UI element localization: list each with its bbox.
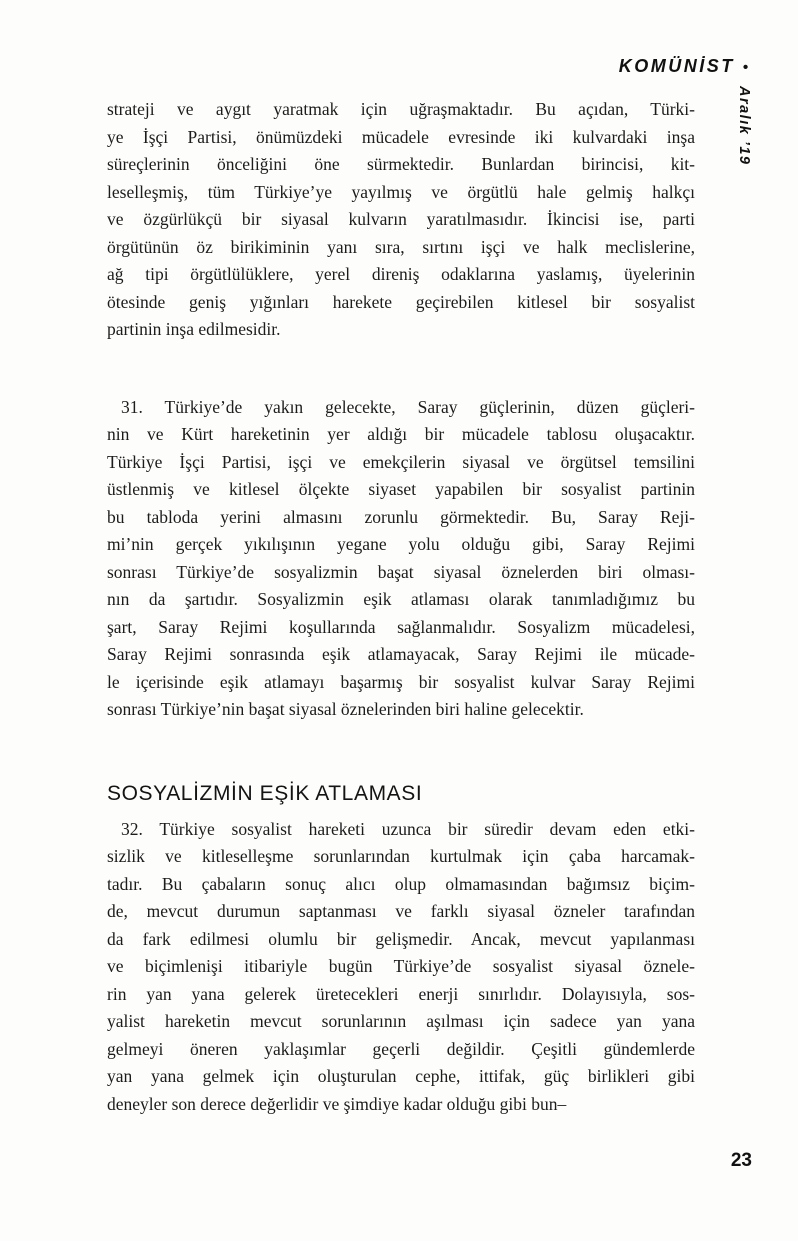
- paragraph-continuation: strateji ve aygıt yaratmak için uğraşmaktadır. Bu açıdan, Türki- ye İşçi Partisi, önümüzdeki mücadele evresinde iki kulvardaki inşa süreçlerinin önceliğini öne sürmektedir. Bunlardan birincisi, kit- leselleşmiş, tüm Türkiye’ye yayılmış ve örgütlü hale gelmiş halkçı ve özgürlükçü bir siyasal kulvarın yaratılmasıdır. İkincisi ise, parti örgütünün öz birikiminin yanı sıra, sırtını işçi ve halk meclislerine, ağ tipi örgütlülüklere, yerel direniş odaklarına yaslamış, üyelerinin ötesinde geniş yığınları harekete geçirebilen kitlesel bir sosyalist partinin inşa edilmesidir.: [107, 99, 695, 339]
- body-text-column: [107, 96, 695, 1118]
- paragraph-31: 31. Türkiye’de yakın gelecekte, Saray güçlerinin, düzen güçleri- nin ve Kürt hareketinin yer aldığı bir mücadele tablosu oluşacaktır. Türkiye İşçi Partisi, işçi ve emekçilerin siyasal ve örgütsel temsilini üstlenmiş ve kitlesel ölçekte siyaset yapabilen bir sosyalist partinin bu tabloda yerini almasını zorunlu görmektedir. Bu, Saray Reji- mi’nin gerçek yıkılışının yegane yolu olduğu gibi, Saray Rejimi sonrası Türkiye’de sosyalizmin başat siyasal öznelerden biri olması- nın da şartıdır. Sosyalizmin eşik atlaması olarak tanımladığımız bu şart, Saray Rejimi koşullarında sağlanmalıdır. Sosyalizm mücadelesi, Saray Rejimi sonrasında eşik atlamayacak, Saray Rejimi ile mücade- le içerisinde eşik atlamayı başarmış bir sosyalist kulvar Saray Rejimi sonrası Türkiye’nin başat siyasal öznelerinden biri haline gelecektir.: [107, 396, 695, 719]
- section-heading: SOSYALİZMİN EŞİK ATLAMASI: [107, 781, 423, 805]
- magazine-title: KOMÜNİST: [618, 56, 735, 76]
- masthead: [619, 56, 748, 77]
- paragraph-32: 32. Türkiye sosyalist hareketi uzunca bir süredir devam eden etki- sizlik ve kitleselleşme sorunlarından kurtulmak için çaba harcamak- tadır. Bu çabaların sonuç alıcı olup olmamasından bağımsız biçim- de, mevcut durumun saptanması ve farklı siyasal özneler tarafından da fark edilmesi olumlu bir gelişmedir. Ancak, mevcut yapılanması ve biçimlenişi itibariyle bugün Türkiye’de sosyalist siyasal öznele- rin yan yana gelerek üretecekleri enerji sınırlıdır. Dolayısıyla, sos- yalist hareketin mevcut sorunlarının aşılması için sadece yan yana gelmeyi öneren yaklaşımlar geçerli değildir. Çeşitli gündemlerde yan yana gelmek için oluşturulan cephe, ittifak, güç birlikleri gibi deneyler son derece değerlidir ve şimdiye kadar olduğu gibi bun–: [107, 818, 695, 1114]
- issue-date-label: Aralık ’19: [736, 86, 752, 166]
- page-number: 23: [730, 1150, 752, 1171]
- masthead-bullet-icon: •: [742, 59, 748, 76]
